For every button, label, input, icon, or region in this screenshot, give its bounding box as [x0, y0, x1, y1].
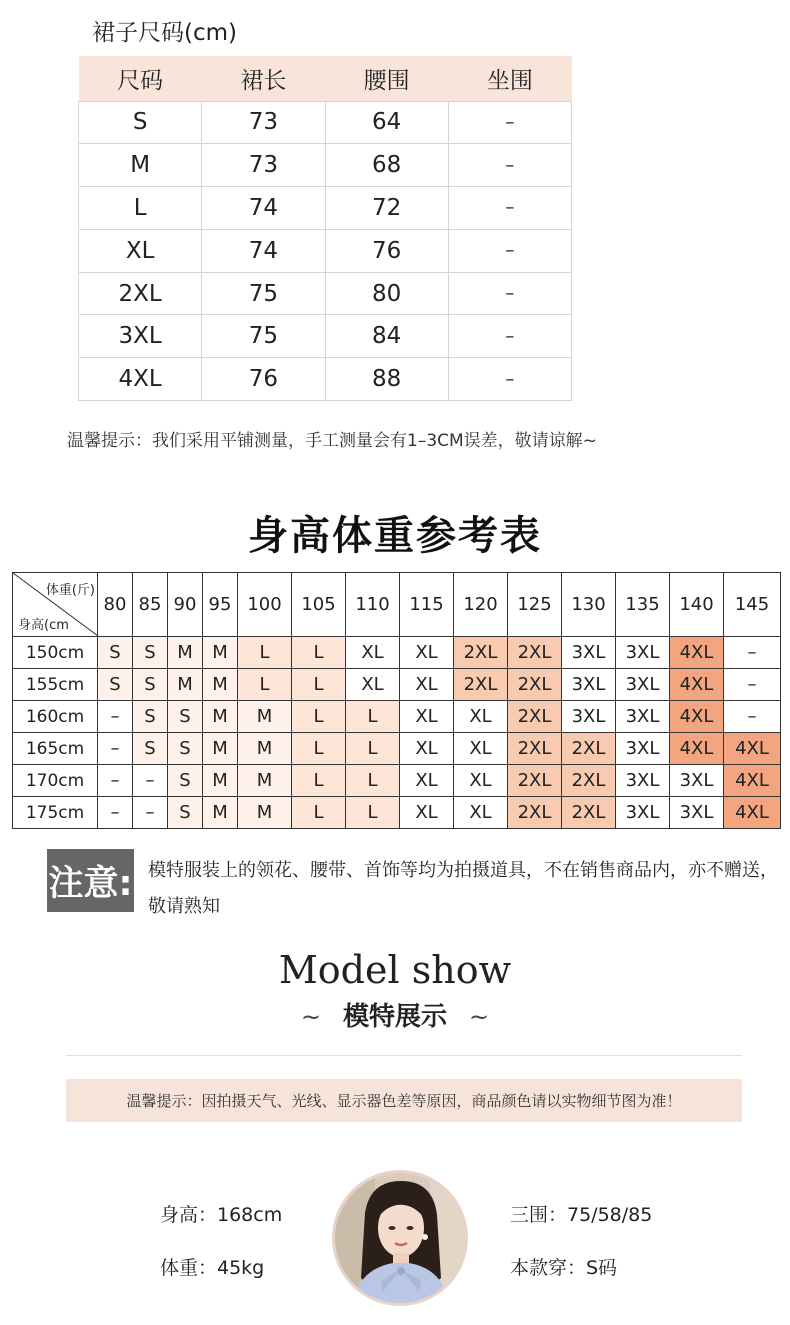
- hw-size-cell: L: [292, 733, 346, 765]
- hw-size-cell: XL: [454, 797, 508, 829]
- skirt-size-cell: 4XL: [79, 358, 202, 401]
- hw-size-cell: S: [168, 733, 203, 765]
- hw-size-cell: L: [292, 765, 346, 797]
- skirt-value-cell: 75: [202, 272, 325, 315]
- hw-size-cell: S: [168, 797, 203, 829]
- skirt-value-cell: 74: [202, 229, 325, 272]
- hw-size-cell: 2XL: [508, 669, 562, 701]
- hw-size-cell: S: [133, 669, 168, 701]
- color-tip-banner: 温馨提示：因拍摄天气、光线、显示器色差等原因，商品颜色请以实物细节图为准！: [66, 1079, 742, 1122]
- hw-size-cell: XL: [400, 701, 454, 733]
- skirt-value-cell: –: [448, 101, 571, 144]
- hw-size-cell: L: [292, 669, 346, 701]
- model-height: 身高：168cm: [160, 1204, 283, 1226]
- hw-size-cell: 3XL: [562, 637, 616, 669]
- hw-size-cell: –: [724, 701, 781, 733]
- hw-size-cell: M: [238, 797, 292, 829]
- hw-chart-title: 身高体重参考表: [248, 513, 542, 559]
- hw-size-cell: L: [238, 669, 292, 701]
- skirt-value-cell: –: [448, 315, 571, 358]
- hw-height-cell: 155cm: [13, 669, 98, 701]
- corner-height-label: 身高(cm: [18, 618, 69, 633]
- hw-size-cell: 2XL: [508, 765, 562, 797]
- hw-size-cell: 3XL: [616, 637, 670, 669]
- hw-table-row: [13, 765, 781, 797]
- hw-size-cell: 3XL: [616, 765, 670, 797]
- hw-weight-header: 85: [133, 573, 168, 637]
- hw-size-cell: XL: [346, 669, 400, 701]
- hw-size-cell: –: [133, 797, 168, 829]
- hw-table-row: [13, 797, 781, 829]
- skirt-value-cell: 64: [325, 101, 448, 144]
- hw-size-cell: L: [292, 637, 346, 669]
- model-weight: 体重：45kg: [160, 1257, 265, 1279]
- hw-corner-cell: [13, 573, 98, 637]
- hw-size-cell: 3XL: [616, 669, 670, 701]
- hw-size-cell: XL: [400, 797, 454, 829]
- hw-size-cell: –: [133, 765, 168, 797]
- hw-weight-header: 140: [670, 573, 724, 637]
- hw-weight-header: 100: [238, 573, 292, 637]
- hw-header-row: [13, 573, 781, 637]
- hw-size-cell: XL: [454, 701, 508, 733]
- hw-size-cell: S: [133, 733, 168, 765]
- corner-weight-label: 体重(斤): [45, 583, 95, 598]
- notice-badge: 注意:: [47, 849, 134, 912]
- hw-weight-header: 130: [562, 573, 616, 637]
- model-show-subtitle-row: [0, 996, 790, 1033]
- hw-size-cell: XL: [454, 733, 508, 765]
- hw-size-cell: 3XL: [616, 733, 670, 765]
- skirt-value-cell: 74: [202, 187, 325, 230]
- skirt-header-row: [79, 56, 572, 101]
- hw-size-cell: L: [238, 637, 292, 669]
- hw-weight-header: 115: [400, 573, 454, 637]
- hw-weight-header: 95: [203, 573, 238, 637]
- height-weight-table: [12, 572, 781, 829]
- hw-size-cell: S: [98, 669, 133, 701]
- hw-size-cell: XL: [400, 765, 454, 797]
- hw-size-cell: 3XL: [670, 797, 724, 829]
- hw-size-cell: M: [238, 765, 292, 797]
- tilde-ornament-right: ~: [469, 1003, 490, 1031]
- hw-size-cell: 3XL: [616, 701, 670, 733]
- hw-size-cell: 4XL: [670, 701, 724, 733]
- model-show-title: Model show: [278, 948, 512, 992]
- skirt-table-row: [79, 101, 572, 144]
- skirt-value-cell: 72: [325, 187, 448, 230]
- skirt-table-row: [79, 272, 572, 315]
- hw-size-cell: –: [98, 765, 133, 797]
- hw-size-cell: S: [168, 765, 203, 797]
- skirt-size-cell: M: [79, 144, 202, 187]
- skirt-value-cell: –: [448, 358, 571, 401]
- hw-size-cell: –: [98, 701, 133, 733]
- hw-size-cell: 3XL: [562, 669, 616, 701]
- hw-weight-header: 110: [346, 573, 400, 637]
- hw-size-cell: 4XL: [670, 669, 724, 701]
- hw-table-row: [13, 701, 781, 733]
- skirt-size-cell: S: [79, 101, 202, 144]
- hw-weight-header: 145: [724, 573, 781, 637]
- measurement-tip: 温馨提示：我们采用平铺测量，手工测量会有1–3CM误差，敬请谅解~: [67, 431, 597, 451]
- hw-size-cell: 2XL: [562, 733, 616, 765]
- skirt-value-cell: 73: [202, 144, 325, 187]
- hw-weight-header: 105: [292, 573, 346, 637]
- hw-size-cell: S: [133, 637, 168, 669]
- hw-size-cell: 3XL: [670, 765, 724, 797]
- skirt-size-cell: 3XL: [79, 315, 202, 358]
- divider: [66, 1055, 742, 1056]
- hw-size-cell: M: [168, 637, 203, 669]
- hw-size-cell: –: [98, 797, 133, 829]
- hw-size-cell: S: [98, 637, 133, 669]
- hw-size-cell: L: [346, 701, 400, 733]
- hw-size-cell: L: [292, 701, 346, 733]
- hw-size-cell: S: [168, 701, 203, 733]
- skirt-table-row: [79, 144, 572, 187]
- hw-size-cell: L: [346, 797, 400, 829]
- skirt-value-cell: 75: [202, 315, 325, 358]
- skirt-value-cell: 84: [325, 315, 448, 358]
- skirt-table-row: [79, 315, 572, 358]
- hw-size-cell: XL: [400, 669, 454, 701]
- hw-size-cell: S: [133, 701, 168, 733]
- model-show-subtitle: 模特展示: [342, 1002, 447, 1032]
- hw-weight-header: 80: [98, 573, 133, 637]
- hw-weight-header: 125: [508, 573, 562, 637]
- skirt-header-cell: 腰围: [363, 67, 410, 94]
- skirt-value-cell: 80: [325, 272, 448, 315]
- hw-size-cell: 2XL: [454, 637, 508, 669]
- skirt-size-cell: L: [79, 187, 202, 230]
- skirt-header-cell: 裙长: [240, 67, 287, 94]
- hw-height-cell: 170cm: [13, 765, 98, 797]
- hw-size-cell: 2XL: [508, 733, 562, 765]
- hw-size-cell: 4XL: [670, 637, 724, 669]
- hw-size-cell: XL: [400, 733, 454, 765]
- hw-weight-header: 90: [168, 573, 203, 637]
- hw-size-cell: M: [238, 701, 292, 733]
- hw-size-cell: L: [346, 765, 400, 797]
- hw-height-cell: 160cm: [13, 701, 98, 733]
- hw-size-cell: 2XL: [562, 797, 616, 829]
- hw-size-cell: M: [203, 797, 238, 829]
- hw-size-cell: 4XL: [724, 733, 781, 765]
- tilde-ornament-left: ~: [300, 1003, 321, 1031]
- skirt-value-cell: –: [448, 272, 571, 315]
- skirt-value-cell: 76: [325, 229, 448, 272]
- hw-size-cell: 2XL: [508, 701, 562, 733]
- hw-table-row: [13, 669, 781, 701]
- skirt-size-table: [78, 56, 572, 401]
- hw-size-cell: XL: [400, 637, 454, 669]
- hw-size-cell: M: [238, 733, 292, 765]
- hw-height-cell: 165cm: [13, 733, 98, 765]
- hw-size-cell: 2XL: [508, 797, 562, 829]
- skirt-table-row: [79, 229, 572, 272]
- hw-size-cell: 4XL: [724, 765, 781, 797]
- skirt-value-cell: 76: [202, 358, 325, 401]
- hw-height-cell: 175cm: [13, 797, 98, 829]
- hw-size-cell: XL: [454, 765, 508, 797]
- skirt-table-row: [79, 358, 572, 401]
- hw-size-cell: 4XL: [724, 797, 781, 829]
- hw-size-cell: M: [203, 669, 238, 701]
- model-size-worn: 本款穿：S码: [510, 1257, 618, 1279]
- skirt-value-cell: 73: [202, 101, 325, 144]
- model-avatar: [335, 1173, 465, 1303]
- skirt-size-title: 裙子尺码(cm): [92, 20, 237, 46]
- skirt-size-cell: XL: [79, 229, 202, 272]
- hw-size-cell: 3XL: [562, 701, 616, 733]
- skirt-value-cell: 68: [325, 144, 448, 187]
- hw-size-cell: 2XL: [454, 669, 508, 701]
- hw-size-cell: –: [98, 733, 133, 765]
- hw-size-cell: XL: [346, 637, 400, 669]
- hw-table-row: [13, 733, 781, 765]
- hw-weight-header: 135: [616, 573, 670, 637]
- skirt-value-cell: –: [448, 144, 571, 187]
- hw-table-row: [13, 637, 781, 669]
- notice-text: 模特服装上的领花、腰带、首饰等均为拍摄道具，不在销售商品内，亦不赠送，敬请熟知: [148, 860, 778, 917]
- hw-size-cell: 2XL: [508, 637, 562, 669]
- hw-size-cell: –: [724, 637, 781, 669]
- hw-size-cell: 3XL: [616, 797, 670, 829]
- hw-size-cell: M: [203, 765, 238, 797]
- hw-size-cell: M: [203, 733, 238, 765]
- skirt-value-cell: 88: [325, 358, 448, 401]
- hw-weight-header: 120: [454, 573, 508, 637]
- hw-size-cell: 4XL: [670, 733, 724, 765]
- hw-size-cell: M: [203, 701, 238, 733]
- hw-size-cell: M: [168, 669, 203, 701]
- hw-size-cell: –: [724, 669, 781, 701]
- skirt-header-cell: 尺码: [117, 67, 164, 94]
- skirt-table-row: [79, 187, 572, 230]
- model-measurements: 三围：75/58/85: [510, 1204, 653, 1226]
- hw-size-cell: L: [346, 733, 400, 765]
- skirt-value-cell: –: [448, 229, 571, 272]
- skirt-size-cell: 2XL: [79, 272, 202, 315]
- hw-height-cell: 150cm: [13, 637, 98, 669]
- hw-size-cell: 2XL: [562, 765, 616, 797]
- hw-size-cell: L: [292, 797, 346, 829]
- skirt-value-cell: –: [448, 187, 571, 230]
- hw-size-cell: M: [203, 637, 238, 669]
- skirt-header-cell: 坐围: [486, 67, 533, 94]
